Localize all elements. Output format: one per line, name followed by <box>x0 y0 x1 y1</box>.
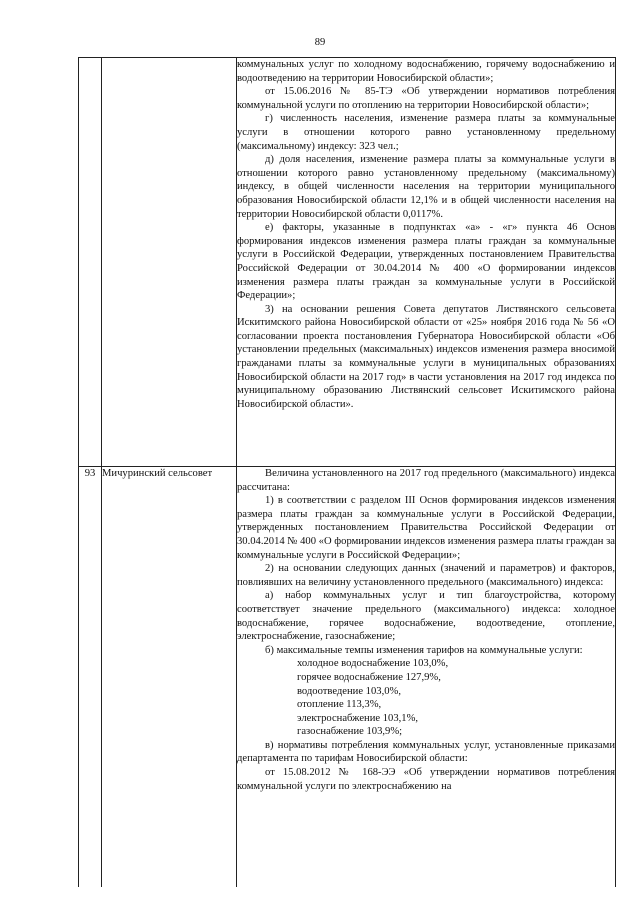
page-number: 89 <box>314 37 326 48</box>
paragraph: е) факторы, указанные в подпунктах «а» - «г» пункта 46 Основ формирования индексов изменения размера платы граждан за коммунальные услуги в Российской Федерации, утвержденных постановлением Правительства Российской Федерации от 30.04.2014 № 400 «О формировании индексов изменения размера платы граждан за коммунальные услуги в Российской Федерации»; <box>237 222 615 302</box>
tariff-list-item: водоотведение 103,0%, <box>297 685 401 697</box>
paragraph: д) доля населения, изменение размера платы за коммунальные услуги в отношении которого равно установленному предельному (максимальному) индексу, в общей численности населения на территории муниципального образования Новосибирской области 12,1% и в общей численности населения на территории Новосибирской области 0,0117%. <box>237 154 615 220</box>
paragraph: б) максимальные темпы изменения тарифов на коммунальные услуги: <box>265 644 583 656</box>
paragraph: коммунальных услуг по холодному водоснабжению, горячему водоснабжению и водоотведению на территории Новосибирской области»; <box>237 59 615 84</box>
row-number: 93 <box>79 467 102 888</box>
tariff-list-item: газоснабжение 103,9%; <box>297 726 403 738</box>
row-text <box>237 467 616 888</box>
municipality-name <box>102 58 237 467</box>
paragraph: 1) в соответствии с разделом III Основ формирования индексов изменения размера платы граждан за коммунальные услуги в Российской Федерации, утвержденных постановлением Правительства Российской Федерации от 30.04.2014 № 400 «О формировании индексов изменения размера платы граждан за коммунальные услуги в Российской Федерации»; <box>237 495 615 561</box>
row-text <box>237 58 616 467</box>
tariff-list-item: горячее водоснабжение 127,9%, <box>297 671 441 683</box>
paragraph: г) численность населения, изменение размера платы за коммунальные услуги в отношении которого равно установленному предельному (максимальному) индексу: 323 чел.; <box>237 113 615 152</box>
municipality-name: Мичуринский сельсовет <box>102 467 237 888</box>
table-row <box>79 58 616 467</box>
tariff-list-item: отопление 113,3%, <box>297 699 382 711</box>
table-row <box>79 467 616 888</box>
tariff-list-item: холодное водоснабжение 103,0%, <box>297 658 449 670</box>
paragraph: а) набор коммунальных услуг и тип благоустройства, которому соответствует значение предельного (максимального) индекса: холодное водоснабжение, горячее водоснабжение, водоотведение, отопление, электроснабжение, газоснабжение; <box>237 590 615 643</box>
document-table <box>78 57 616 887</box>
row-number <box>79 58 102 467</box>
tariff-list-item: электроснабжение 103,1%, <box>297 712 419 724</box>
paragraph: от 15.06.2016 № 85-ТЭ «Об утверждении нормативов потребления коммунальной услуги по отоплению на территории Новосибирской области»; <box>237 86 615 111</box>
paragraph: 3) на основании решения Совета депутатов Листвянского сельсовета Искитимского района Новосибирской области от «25» ноября 2016 года № 56 «О согласовании проекта постановления Губернатора Новосибирской области «Об установлении предельных (максимальных) индексов изменения размера вносимой гражданами платы за коммунальные услуги в муниципальных образованиях Новосибирской области на 2017 год» в части установления на 2017 год индекса по муниципальному образованию Листвянский сельсовет Искитимского района Новосибирской области». <box>237 303 615 410</box>
paragraph: от 15.08.2012 № 168-ЭЭ «Об утверждении нормативов потребления коммунальной услуги по электроснабжению на <box>237 767 615 792</box>
paragraph: 2) на основании следующих данных (значений и параметров) и факторов, повлиявших на величину установленного предельного (максимального) индекса: <box>237 563 615 588</box>
paragraph: Величина установленного на 2017 год предельного (максимального) индекса рассчитана: <box>237 468 615 493</box>
paragraph: в) нормативы потребления коммунальных услуг, установленные приказами департамента по тарифам Новосибирской области: <box>237 739 615 765</box>
